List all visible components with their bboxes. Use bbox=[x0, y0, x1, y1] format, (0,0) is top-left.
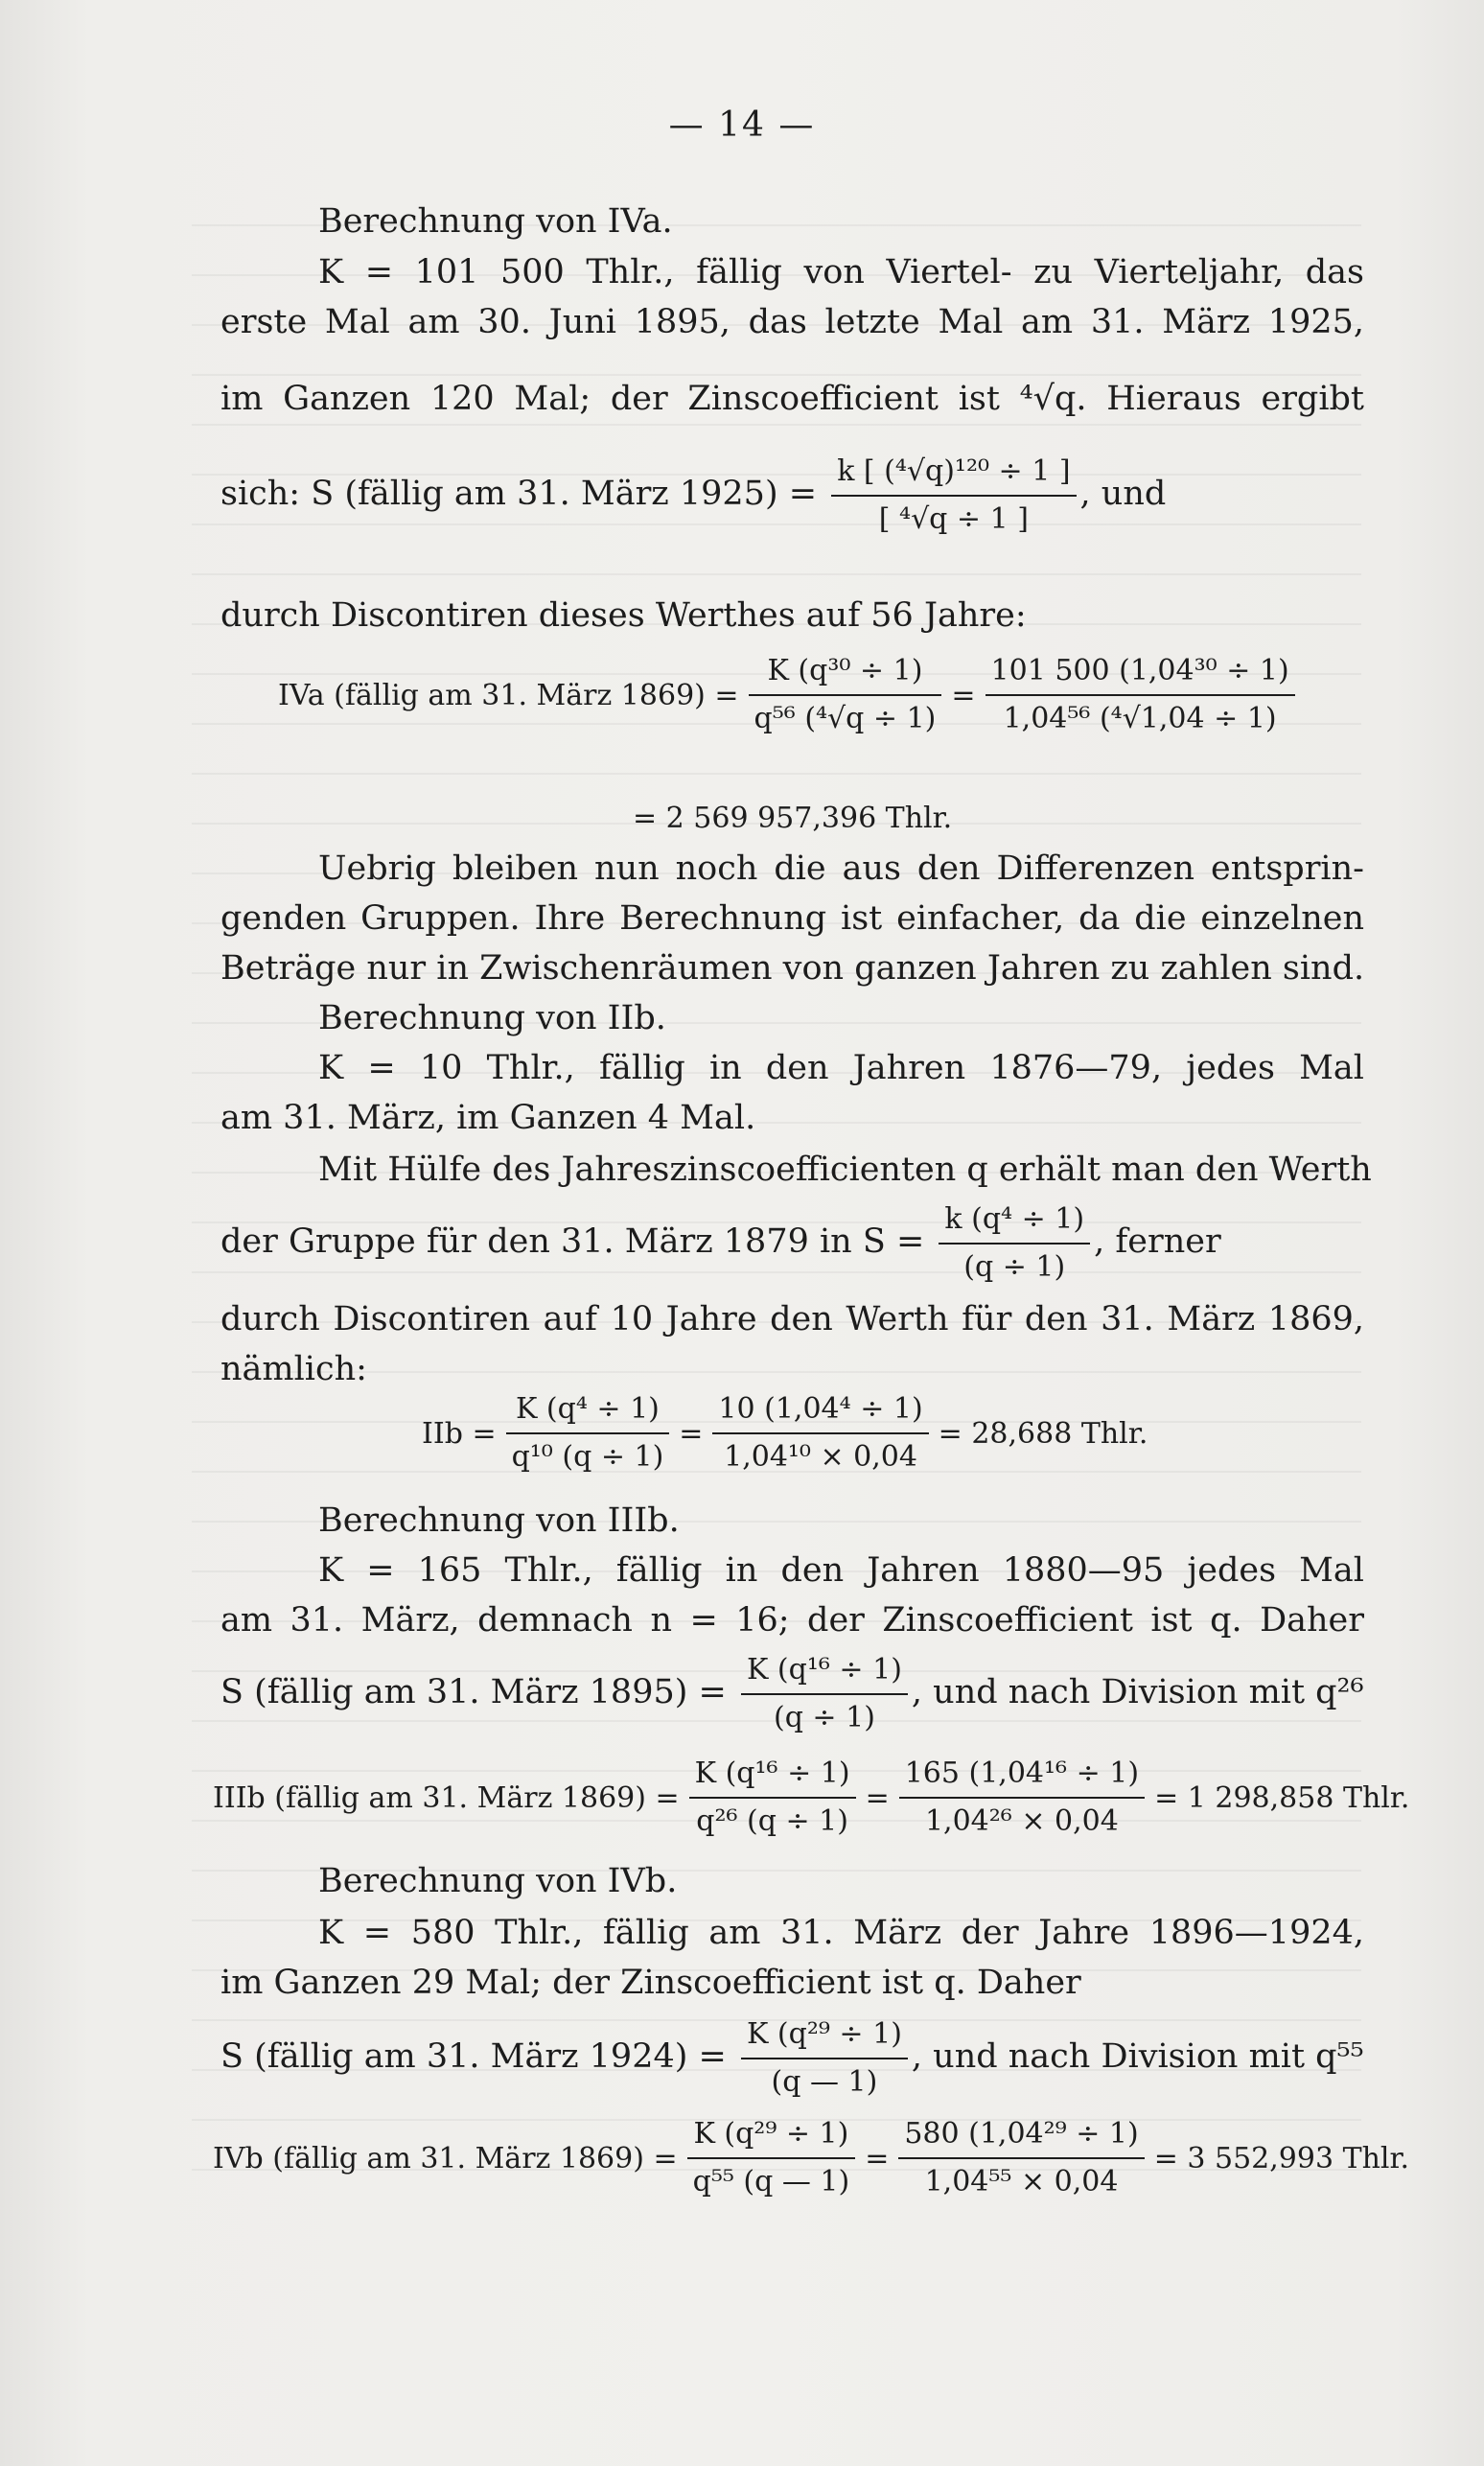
fraction bbox=[741, 2015, 908, 2102]
paragraph-line: im Ganzen 120 Mal; der Zinscoefficient ist ⁴√q. Hieraus ergibt bbox=[220, 380, 1364, 418]
fraction bbox=[939, 1200, 1090, 1287]
equation-iib bbox=[422, 1390, 1484, 1477]
fraction bbox=[712, 1390, 928, 1477]
denominator: q¹⁰ (q ÷ 1) bbox=[511, 1440, 664, 1474]
numerator: K (q²⁹ ÷ 1) bbox=[687, 2115, 856, 2159]
denominator: 1,04⁵⁵ × 0,04 bbox=[924, 2165, 1119, 2198]
formula-prefix: der Gruppe für den 31. März 1879 in S = bbox=[220, 1222, 925, 1261]
paragraph-line: durch Discontiren auf 10 Jahre den Werth für den 31. März 1869, bbox=[220, 1300, 1364, 1338]
fraction bbox=[689, 1755, 856, 1841]
denominator: (q — 1) bbox=[771, 2064, 878, 2099]
denominator: [ ⁴√q ÷ 1 ] bbox=[878, 501, 1029, 536]
section-heading-iiib: Berechnung von IIIb. bbox=[318, 1501, 680, 1540]
equation-lhs: IVb (fällig am 31. März 1869) = bbox=[213, 2141, 678, 2175]
equation-result: = 1 298,858 Thlr. bbox=[1154, 1780, 1410, 1815]
equation-lhs: IIIb (fällig am 31. März 1869) = bbox=[213, 1780, 680, 1815]
numerator: k (q⁴ ÷ 1) bbox=[939, 1200, 1090, 1245]
equals-sign: = bbox=[679, 1416, 704, 1451]
fraction bbox=[687, 2115, 856, 2201]
equation-result: = 2 569 957,396 Thlr. bbox=[633, 802, 953, 835]
paragraph-line: durch Discontiren dieses Werthes auf 56 Jahre: bbox=[220, 596, 1027, 635]
fraction bbox=[741, 1651, 908, 1737]
paragraph-line: am 31. März, im Ganzen 4 Mal. bbox=[220, 1099, 756, 1137]
denominator: q⁵⁵ (q — 1) bbox=[692, 2165, 850, 2198]
denominator: 1,04¹⁰ × 0,04 bbox=[724, 1440, 917, 1474]
paragraph-line: K = 10 Thlr., fällig in den Jahren 1876—79, jedes Mal bbox=[318, 1049, 1364, 1087]
equation-lhs: IVa (fällig am 31. März 1869) = bbox=[278, 678, 739, 712]
fraction bbox=[831, 453, 1076, 539]
formula-prefix: S (fällig am 31. März 1924) = bbox=[220, 2037, 727, 2076]
fraction bbox=[898, 2115, 1144, 2201]
paragraph-line: am 31. März, demnach n = 16; der Zinscoefficient ist q. Daher bbox=[220, 1601, 1364, 1640]
equation-iva bbox=[278, 652, 1484, 738]
numerator: K (q¹⁶ ÷ 1) bbox=[741, 1651, 908, 1695]
paragraph-line: Beträge nur in Zwischenräumen von ganzen Jahren zu zahlen sind. bbox=[220, 949, 1365, 988]
formula-line bbox=[220, 451, 1364, 539]
formula-suffix: , ferner bbox=[1094, 1222, 1221, 1261]
equation-iiib bbox=[213, 1755, 1484, 1841]
paragraph-line: K = 580 Thlr., fällig am 31. März der Jahre 1896—1924, bbox=[318, 1914, 1364, 1952]
paragraph-line: K = 165 Thlr., fällig in den Jahren 1880—95 jedes Mal bbox=[318, 1551, 1364, 1590]
denominator: 1,04²⁶ × 0,04 bbox=[924, 1804, 1119, 1838]
numerator: K (q⁴ ÷ 1) bbox=[506, 1390, 670, 1434]
equation-result: = 28,688 Thlr. bbox=[938, 1416, 1148, 1451]
formula-line bbox=[220, 1198, 1364, 1287]
denominator: q⁵⁶ (⁴√q ÷ 1) bbox=[754, 702, 937, 735]
formula-prefix: S (fällig am 31. März 1895) = bbox=[220, 1673, 727, 1711]
page-number: — 14 — bbox=[668, 105, 816, 145]
formula-prefix: sich: S (fällig am 31. März 1925) = bbox=[220, 475, 818, 513]
denominator: (q ÷ 1) bbox=[773, 1700, 875, 1734]
equals-sign: = bbox=[865, 1780, 890, 1815]
section-heading-iib: Berechnung von IIb. bbox=[318, 999, 666, 1037]
formula-suffix: , und nach Division mit q²⁶ bbox=[911, 1673, 1364, 1711]
denominator: q²⁶ (q ÷ 1) bbox=[696, 1804, 848, 1838]
paragraph-line: im Ganzen 29 Mal; der Zinscoefficient ist q. Daher bbox=[220, 1964, 1081, 2002]
formula-line bbox=[220, 1649, 1364, 1737]
fraction bbox=[899, 1755, 1145, 1841]
formula-suffix: , und nach Division mit q⁵⁵ bbox=[911, 2037, 1364, 2076]
numerator: 165 (1,04¹⁶ ÷ 1) bbox=[899, 1755, 1145, 1799]
paragraph-line: K = 101 500 Thlr., fällig von Viertel- zu Vierteljahr, das bbox=[318, 253, 1364, 291]
equals-sign: = bbox=[951, 678, 976, 712]
numerator: K (q³⁰ ÷ 1) bbox=[749, 652, 942, 696]
denominator: 1,04⁵⁶ (⁴√1,04 ÷ 1) bbox=[1003, 702, 1277, 735]
section-heading-ivb: Berechnung von IVb. bbox=[318, 1862, 678, 1900]
numerator: 580 (1,04²⁹ ÷ 1) bbox=[898, 2115, 1144, 2159]
formula-line bbox=[220, 2013, 1364, 2102]
numerator: 10 (1,04⁴ ÷ 1) bbox=[712, 1390, 928, 1434]
paragraph-line: genden Gruppen. Ihre Berechnung ist einfacher, da die einzelnen bbox=[220, 899, 1364, 938]
fraction bbox=[985, 652, 1295, 738]
equals-sign: = bbox=[865, 2141, 890, 2175]
equation-ivb bbox=[213, 2115, 1484, 2201]
fraction bbox=[749, 652, 942, 738]
numerator: K (q¹⁶ ÷ 1) bbox=[689, 1755, 856, 1799]
numerator: k [ (⁴√q)¹²⁰ ÷ 1 ] bbox=[831, 453, 1076, 497]
denominator: (q ÷ 1) bbox=[963, 1249, 1066, 1284]
paragraph-line: Mit Hülfe des Jahreszinscoefficienten q erhält man den Werth bbox=[318, 1151, 1372, 1189]
paragraph-line: erste Mal am 30. Juni 1895, das letzte Mal am 31. März 1925, bbox=[220, 303, 1364, 341]
equation-result: = 3 552,993 Thlr. bbox=[1153, 2141, 1410, 2175]
formula-suffix: , und bbox=[1079, 475, 1167, 513]
equation-lhs: IIb = bbox=[422, 1416, 497, 1451]
numerator: K (q²⁹ ÷ 1) bbox=[741, 2015, 908, 2059]
paragraph-line: Uebrig bleiben nun noch die aus den Differenzen entsprin- bbox=[318, 849, 1364, 888]
fraction bbox=[506, 1390, 670, 1477]
paragraph-line: nämlich: bbox=[220, 1350, 367, 1388]
numerator: 101 500 (1,04³⁰ ÷ 1) bbox=[985, 652, 1295, 696]
section-heading-iva: Berechnung von IVa. bbox=[318, 202, 673, 241]
